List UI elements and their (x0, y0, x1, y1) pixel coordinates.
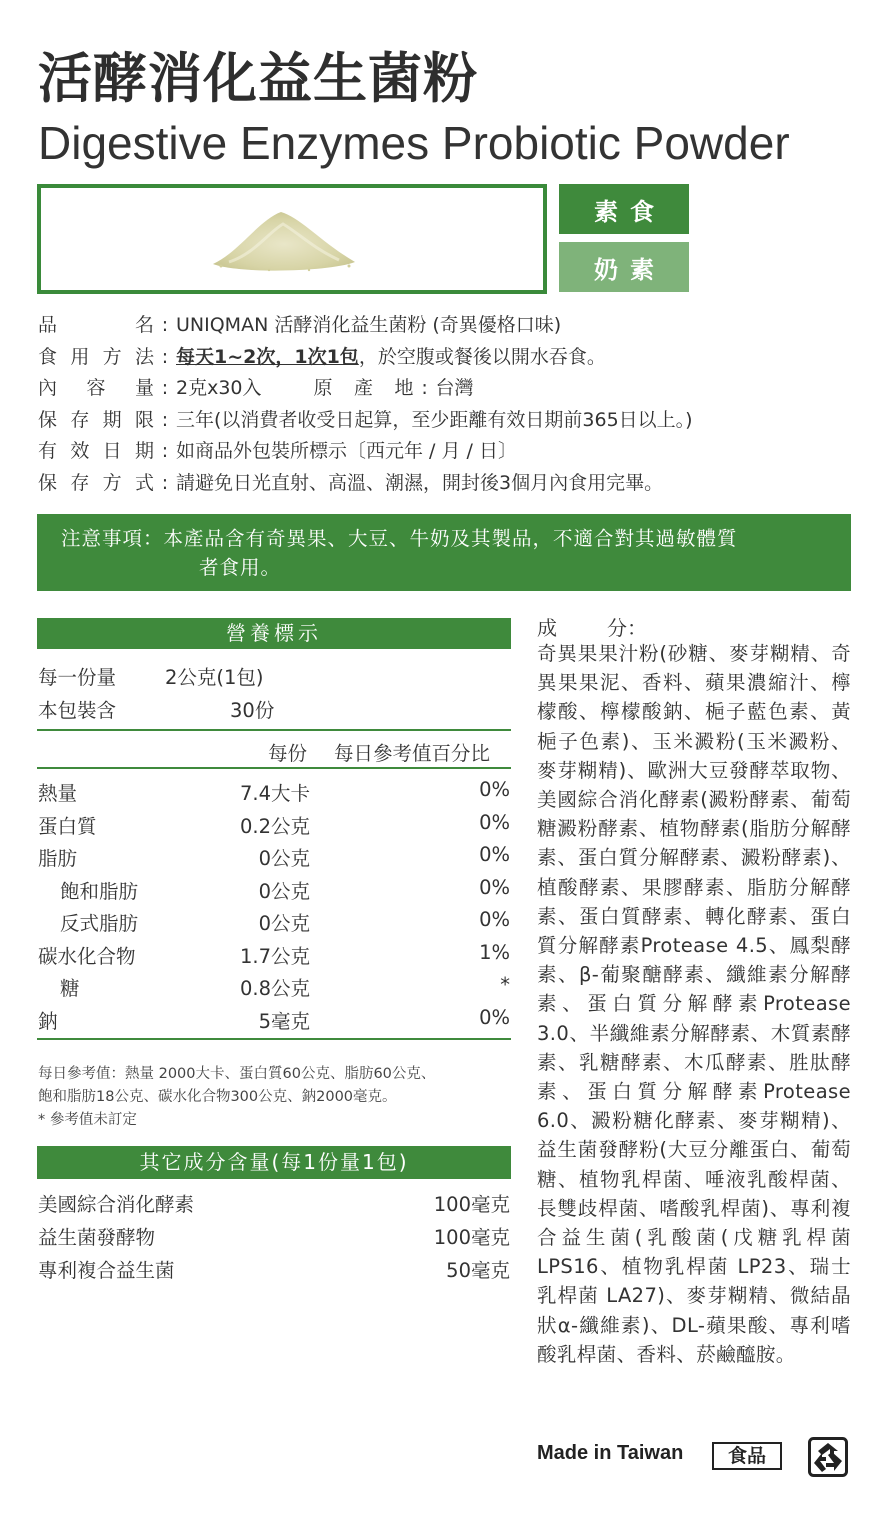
nutrient-daily-pct: 0% (479, 810, 510, 834)
info-row-name (38, 310, 858, 342)
info-label: 保存方式 (38, 471, 154, 494)
info-colon: : (161, 345, 169, 368)
other-content-name: 美國綜合消化酵素 (38, 1193, 195, 1216)
notice-line-2: 者食用。 (199, 556, 282, 579)
recycle-icon (808, 1437, 848, 1477)
info-row-content (38, 373, 858, 405)
nutrient-name: 蛋白質 (38, 814, 97, 838)
info-value: 台灣 (435, 377, 474, 399)
nutrition-divider (37, 729, 511, 731)
vegetarian-badge: 素食 (559, 184, 689, 234)
info-value: 2克x30入 (176, 377, 262, 399)
nutrient-name: 反式脂肪 (60, 912, 139, 935)
ingredients-text: 奇異果果汁粉(砂糖、麥芽糊精、奇異果果泥、香料、蘋果濃縮汁、檸檬酸、檸檬酸鈉、梔子藍色素、黃梔子色素)、玉米澱粉(玉米澱粉、麥芽糊精)、歐洲大豆發酵萃取物、美國綜合消化酵素(澱粉酵素、葡萄糖澱粉酵素、植物酵素(脂肪分解酵素、蛋白質分解酵素、澱粉酵素)、植酸酵素、果膠酵素、脂肪分解酵素、蛋白質酵素、轉化酵素、蛋白質分解酵素Protease 4.5、鳳梨酵素、β-葡聚醣酵素、纖維素分解酵素、蛋白質分解酵素Protease 3.0、半纖維素分解酵素、木質素酵素、乳糖酵素、木瓜酵素、胜肽酵素、蛋白質分解酵素Protease 6.0、澱粉糖化酵素、麥芽糊精)、益生菌發酵粉(大豆分離蛋白、葡萄糖、植物乳桿菌、唾液乳酸桿菌、長雙歧桿菌、嗜酸乳桿菌)、專利複合益生菌(乳酸菌(戊糖乳桿菌LPS16、植物乳桿菌 LP23、瑞士乳桿菌 LA27)、麥芽糊精、微結晶狀α-纖維素)、DL-蘋果酸、專利嗜酸乳桿菌、香料、菸鹼醯胺。 (537, 642, 851, 1366)
nutrition-header: 營養標示 (37, 618, 511, 649)
info-colon: : (161, 471, 169, 494)
allergy-notice (37, 514, 851, 591)
info-label: 原產地 (313, 377, 414, 399)
product-title-en: Digestive Enzymes Probiotic Powder (38, 117, 790, 169)
nutrient-daily-pct: 0% (479, 875, 510, 899)
nutrient-amount: 0.8公克 (239, 977, 310, 1000)
other-content-value: 100毫克 (433, 1226, 510, 1249)
nutrient-amount: 0.2公克 (239, 814, 310, 838)
info-value: 三年(以消費者收受日起算，至少距離有效日期前365日以上。) (176, 408, 693, 431)
info-colon: : (421, 377, 428, 399)
info-label: 食用方法 (38, 345, 154, 368)
package-value: 30份 (230, 699, 275, 722)
product-info (38, 310, 858, 499)
info-row-storage-period (38, 405, 858, 437)
package-label: 本包裝含 (38, 699, 117, 722)
nutrient-daily-pct: 0% (479, 908, 510, 931)
col-per-serving: 每份 (268, 742, 308, 765)
info-label: 保存期限 (38, 408, 154, 431)
nutrient-amount: 0公克 (258, 847, 310, 870)
nutrient-name: 脂肪 (38, 847, 78, 870)
nutrient-daily-pct: 0% (479, 778, 510, 801)
daily-value-note-3: * 參考值未訂定 (38, 1112, 137, 1128)
info-label: 品名 (38, 314, 154, 336)
info-colon: : (161, 408, 169, 431)
nutrient-name: 鈉 (38, 1009, 58, 1033)
usage-highlight: 每天1~2次，1次1包 (176, 345, 359, 368)
nutrient-daily-pct: 0% (479, 1005, 510, 1029)
daily-value-note-2: 飽和脂肪18公克、碳水化合物300公克、鈉2000毫克。 (38, 1089, 397, 1105)
ingredients-title (537, 612, 677, 641)
nutrient-daily-pct: 0% (479, 843, 510, 866)
other-content-name: 益生菌發酵物 (38, 1226, 156, 1249)
info-colon: : (161, 377, 169, 399)
nutrient-daily-pct: * (500, 973, 510, 996)
daily-value-note-1: 每日參考值：熱量 2000大卡、蛋白質60公克、脂肪60公克、 (38, 1066, 436, 1082)
nutrient-amount: 0公克 (258, 879, 310, 903)
nutrient-amount: 7.4大卡 (239, 782, 310, 805)
info-label: 有效日期 (38, 440, 154, 462)
info-colon: : (161, 440, 169, 462)
other-content-header: 其它成分含量(每1份量1包) (37, 1146, 511, 1179)
usage-rest: ，於空腹或餐後以開水吞食。 (358, 345, 606, 368)
serving-value: 2公克(1包) (165, 666, 264, 689)
ingredients-label-a: 成 (537, 616, 557, 640)
notice-line-1: 注意事項：本產品含有奇異果、大豆、牛奶及其製品，不適合對其過敏體質 (61, 527, 738, 550)
other-content-value: 50毫克 (446, 1259, 510, 1282)
col-daily-value: 每日參考值百分比 (334, 742, 491, 765)
nutrient-name: 糖 (60, 977, 80, 1000)
info-value: UNIQMAN 活酵消化益生菌粉 (奇異優格口味) (176, 314, 562, 336)
info-colon: : (161, 314, 169, 336)
info-value: 如商品外包裝所標示〔西元年 / 月 / 日〕 (176, 440, 517, 462)
nutrient-amount: 5毫克 (258, 1009, 310, 1033)
nutrient-amount: 1.7公克 (239, 944, 310, 968)
milk-vegetarian-badge: 奶素 (559, 242, 689, 292)
nutrient-name: 熱量 (38, 782, 78, 805)
food-label-box: 食品 (712, 1442, 782, 1470)
other-content-value: 100毫克 (433, 1193, 510, 1216)
info-value (176, 342, 606, 374)
info-label: 內容量 (38, 377, 154, 399)
product-title-zh: 活酵消化益生菌粉 (38, 47, 478, 110)
info-value: 請避免日光直射、高溫、潮濕，開封後3個月內食用完畢。 (176, 471, 664, 494)
origin-block (314, 373, 474, 405)
product-image-frame (37, 184, 547, 294)
serving-label: 每一份量 (38, 666, 117, 689)
info-row-usage (38, 342, 858, 374)
nutrition-divider (37, 767, 511, 769)
other-content-name: 專利複合益生菌 (38, 1259, 175, 1282)
nutrition-divider (37, 1038, 511, 1040)
info-row-storage-method (38, 468, 858, 500)
ingredients-label-b: 分： (607, 616, 647, 640)
powder-image (209, 202, 359, 274)
nutrient-amount: 0公克 (258, 912, 310, 935)
nutrient-daily-pct: 1% (479, 940, 510, 964)
nutrient-name: 碳水化合物 (38, 944, 136, 968)
nutrient-name: 飽和脂肪 (60, 879, 139, 903)
info-row-expiry (38, 436, 858, 468)
made-in-label: Made in Taiwan (537, 1442, 684, 1464)
